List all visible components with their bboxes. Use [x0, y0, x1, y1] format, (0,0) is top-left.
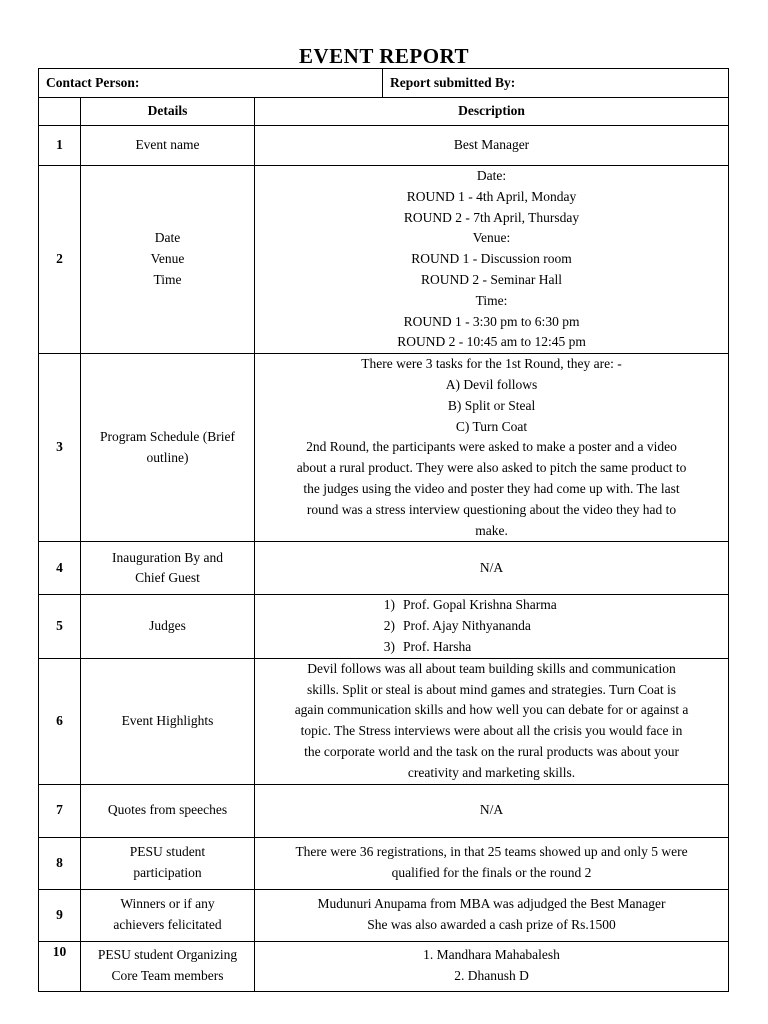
details-line: Date — [154, 230, 181, 246]
row-description — [255, 658, 729, 784]
report-submitted-label: Report submitted By: — [383, 69, 729, 98]
details-line: Program Schedule (Brief — [100, 428, 235, 444]
table-row — [39, 784, 729, 837]
row-details — [81, 126, 255, 166]
description-line: 1. Mandhara Mahabalesh — [423, 947, 560, 963]
description-line: the corporate world and the task on the rural products was about your — [304, 743, 679, 759]
header-description: Description — [255, 98, 729, 126]
table-row — [39, 941, 729, 991]
description-line: There were 36 registrations, in that 25 teams showed up and only 5 were — [295, 844, 688, 860]
description-line: N/A — [479, 802, 504, 818]
description-line: N/A — [479, 559, 504, 575]
details-line: Winners or if any — [120, 896, 215, 912]
description-line: Venue: — [472, 230, 511, 246]
row-details — [81, 837, 255, 889]
row-description — [255, 542, 729, 595]
row-number: 3 — [39, 354, 81, 542]
contact-person-label: Contact Person: — [39, 69, 383, 98]
row-details — [81, 784, 255, 837]
header-row — [39, 98, 729, 126]
row-description — [255, 595, 729, 658]
judge-name: Prof. Harsha — [403, 638, 472, 654]
row-number: 9 — [39, 889, 81, 941]
description-line: qualified for the finals or the round 2 — [391, 865, 592, 881]
description-line: ROUND 2 - 10:45 am to 12:45 pm — [397, 334, 586, 350]
details-line: Chief Guest — [135, 570, 200, 586]
details-line: Time — [153, 271, 182, 287]
description-line: the judges using the video and poster they had come up with. The last — [303, 480, 680, 496]
row-description — [255, 837, 729, 889]
row-number: 4 — [39, 542, 81, 595]
table-row — [39, 658, 729, 784]
description-line: She was also awarded a cash prize of Rs.1500 — [367, 917, 616, 933]
table-row — [39, 542, 729, 595]
row-details — [81, 166, 255, 354]
contact-row — [39, 69, 729, 98]
details-line: Event name — [135, 137, 200, 153]
description-line: ROUND 1 - Discussion room — [411, 251, 572, 267]
row-description — [255, 166, 729, 354]
description-line: about a rural product. They were also asked to pitch the same product to — [296, 460, 687, 476]
description-line: B) Split or Steal — [447, 397, 536, 413]
row-details — [81, 941, 255, 991]
row-number: 8 — [39, 837, 81, 889]
row-details — [81, 354, 255, 542]
description-line: 2nd Round, the participants were asked to make a poster and a video — [306, 439, 677, 455]
details-line: Quotes from speeches — [107, 802, 228, 818]
judge-name: Prof. Gopal Krishna Sharma — [403, 597, 557, 613]
row-description — [255, 354, 729, 542]
description-line: Devil follows was all about team building skills and communication — [307, 660, 676, 676]
description-line: A) Devil follows — [445, 376, 538, 392]
description-line: again communication skills and how well you can debate for or against a — [294, 702, 689, 718]
description-line: Date: — [476, 168, 507, 183]
row-number: 7 — [39, 784, 81, 837]
description-line: creativity and marketing skills. — [407, 764, 576, 780]
description-line: There were 3 tasks for the 1st Round, they are: - — [361, 356, 622, 372]
row-details — [81, 658, 255, 784]
list-number: 2) — [383, 618, 395, 634]
table-row — [39, 595, 729, 658]
judge-name: Prof. Ajay Nithyananda — [403, 618, 531, 634]
details-line: Inauguration By and — [112, 549, 223, 565]
description-line: make. — [475, 522, 508, 538]
details-line: Core Team members — [111, 968, 224, 984]
row-number: 5 — [39, 595, 81, 658]
report-rows — [39, 126, 729, 992]
description-line: topic. The Stress interviews were about all the crisis you would face in — [300, 723, 683, 739]
report-title: EVENT REPORT — [299, 44, 469, 68]
event-report-table — [38, 68, 729, 992]
list-number: 1) — [383, 597, 395, 613]
details-line: Judges — [149, 618, 186, 634]
description-line: round was a stress interview questioning about the video they had to — [306, 501, 677, 517]
table-row — [39, 889, 729, 941]
description-line: Best Manager — [453, 137, 530, 153]
details-line: PESU student — [129, 844, 206, 860]
judge-list-item — [263, 595, 720, 616]
row-number: 2 — [39, 166, 81, 354]
details-line: Event Highlights — [121, 712, 214, 728]
table-row — [39, 354, 729, 542]
description-line: skills. Split or steal is about mind games and strategies. Turn Coat is — [307, 681, 677, 697]
description-line: ROUND 1 - 3:30 pm to 6:30 pm — [403, 313, 580, 329]
row-number: 10 — [39, 941, 81, 991]
details-line: achievers felicitated — [113, 917, 222, 933]
details-line: PESU student Organizing — [97, 947, 238, 963]
row-number: 6 — [39, 658, 81, 784]
description-line: Mudunuri Anupama from MBA was adjudged the Best Manager — [317, 896, 666, 912]
details-line: participation — [133, 865, 202, 881]
description-line: 2. Dhanush D — [454, 968, 529, 984]
row-number: 1 — [39, 126, 81, 166]
table-row — [39, 166, 729, 354]
row-details — [81, 595, 255, 658]
details-line: Venue — [150, 251, 185, 267]
description-line: Time: — [475, 292, 508, 308]
details-line: outline) — [146, 449, 189, 465]
description-line: C) Turn Coat — [455, 418, 528, 434]
judge-list-item — [263, 616, 720, 637]
row-description — [255, 784, 729, 837]
header-number-cell — [39, 98, 81, 126]
description-line: ROUND 2 - 7th April, Thursday — [403, 209, 580, 225]
list-number: 3) — [383, 638, 395, 654]
row-description — [255, 941, 729, 991]
row-details — [81, 889, 255, 941]
row-description — [255, 126, 729, 166]
header-details: Details — [81, 98, 255, 126]
table-row — [39, 126, 729, 166]
row-description — [255, 889, 729, 941]
row-details — [81, 542, 255, 595]
description-line: ROUND 2 - Seminar Hall — [421, 271, 562, 287]
judge-list-item — [263, 637, 720, 658]
table-row — [39, 837, 729, 889]
description-line: ROUND 1 - 4th April, Monday — [406, 188, 577, 204]
